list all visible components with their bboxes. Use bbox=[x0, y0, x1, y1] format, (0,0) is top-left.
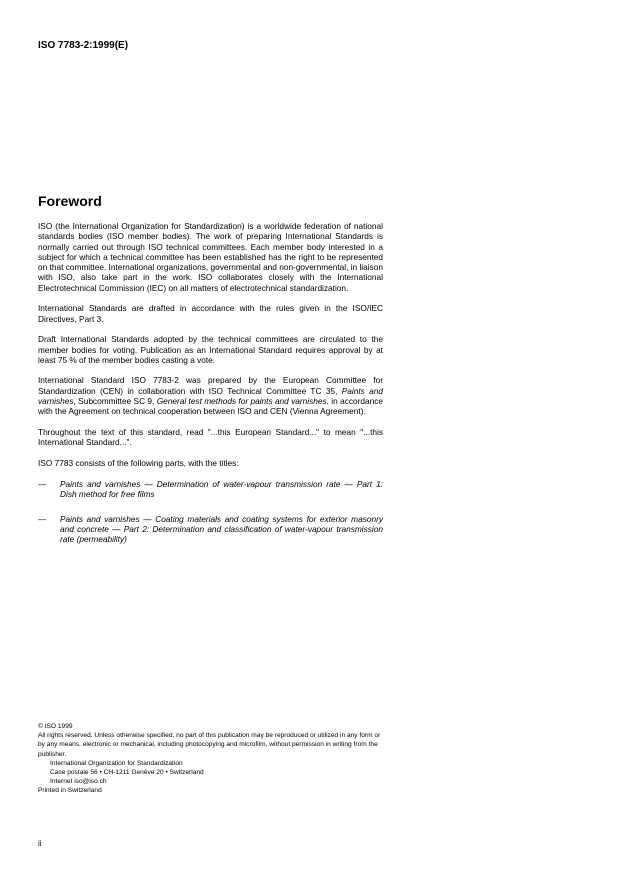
foreword-body bbox=[38, 221, 383, 559]
paragraph-directives: International Standards are drafted in accordance with the rules given in the ISO/IEC Directives, Part 3. bbox=[38, 303, 383, 324]
paragraph-parts-intro: ISO 7783 consists of the following parts, with the titles: bbox=[38, 457, 239, 468]
page-number: ii bbox=[38, 839, 42, 848]
preparation-text-2: , Subcommittee SC 9, bbox=[73, 396, 157, 407]
paragraph-reading-note: Throughout the text of this standard, read "...this European Standard..." to mean "...this International Standard...". bbox=[38, 426, 383, 448]
paragraph-iso-intro: ISO (the International Organization for Standardization) is a worldwide federation of national standards bodies (ISO member bodies). The work of preparing International Standards is normally carried out through ISO technical committees. Each member body interested in a subject for which a technical committee has been established has the right to be represented on that committee. International organizations, governmental and non-governmental, in liaison with ISO, also take part in the work. ISO collaborates closely with the International Electrotechnical Commission (IEC) on all matters of electrotechnical standardization. bbox=[38, 221, 383, 293]
list-dash: — bbox=[38, 513, 47, 524]
organization-address: Case postale 56 • CH-1211 Genève 20 • Switzerland bbox=[50, 769, 204, 777]
preparation-text-1: International Standard ISO 7783-2 was prepared by the European Committee for Standardization (CEN) in collaboration with ISO Technical Committee TC 35, bbox=[38, 375, 383, 396]
part-2-title: Paints and varnishes — Coating materials and coating systems for exterior masonry and concrete — Part 2: Determination and classification of water-vapour transmission rate (permeability) bbox=[60, 513, 383, 545]
rights-statement: All rights reserved. Unless otherwise specified, no part of this publication may be reproduced or utilized in any form or by any means, electronic or mechanical, including photocopying and microfilm, without permission in writing from the publisher. bbox=[38, 732, 381, 758]
tc-title: Paints and varnishes bbox=[38, 385, 383, 407]
preparation-text-3: , in accordance with the Agreement on technical cooperation between ISO and CEN (Vienna Agreement). bbox=[38, 396, 383, 417]
organization-internet: Internet iso@iso.ch bbox=[50, 778, 107, 786]
document-id-header: ISO 7783-2:1999(E) bbox=[38, 40, 129, 51]
list-item bbox=[38, 479, 383, 500]
copyright-block bbox=[38, 722, 383, 796]
sc-title: General test methods for paints and varnishes bbox=[156, 396, 327, 407]
organization-name: International Organization for Standardization bbox=[50, 759, 183, 767]
page-title: Foreword bbox=[38, 193, 102, 209]
paragraph-preparation bbox=[38, 375, 383, 416]
part-1-title: Paints and varnishes — Determination of water-vapour transmission rate — Part 1: Dish method for free films bbox=[60, 479, 383, 500]
printed-in: Printed in Switzerland bbox=[38, 787, 102, 795]
list-item bbox=[38, 514, 383, 545]
copyright-notice: © ISO 1999 bbox=[38, 723, 73, 730]
list-dash: — bbox=[38, 479, 47, 490]
paragraph-voting: Draft International Standards adopted by the technical committees are circulated to the member bodies for voting. Publication as an International Standard requires approval by at least 75 % of the member bodies casting a vote. bbox=[38, 334, 383, 365]
